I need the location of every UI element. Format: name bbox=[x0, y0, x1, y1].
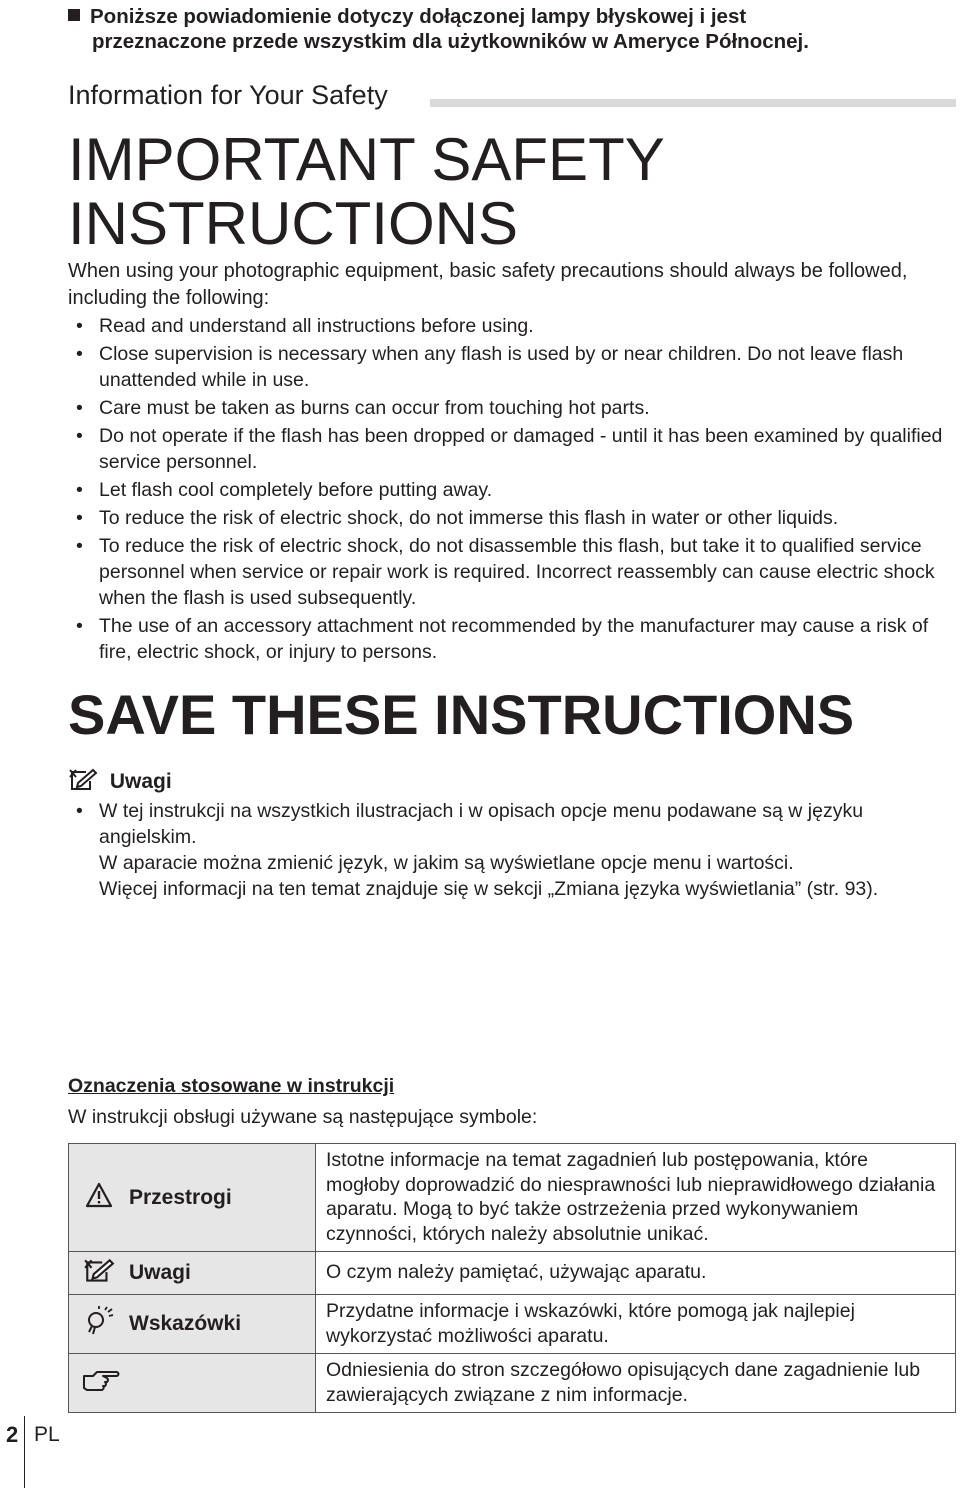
table-row bbox=[69, 1354, 956, 1413]
bullet: • bbox=[76, 615, 83, 637]
table-row bbox=[69, 1295, 956, 1354]
pointing-hand-icon bbox=[81, 1368, 117, 1399]
bullet: • bbox=[76, 479, 83, 501]
symbols-legend-intro: W instrukcji obsługi używane są następujące symbole: bbox=[68, 1106, 538, 1128]
bullet: • bbox=[76, 343, 83, 365]
list-item: • Close supervision is necessary when any flash is used by or near children. Do not leave flash unattended while in use. bbox=[76, 343, 904, 391]
symbol-label: Wskazówki bbox=[129, 1312, 242, 1335]
square-bullet-icon bbox=[68, 9, 80, 21]
safety-intro: When using your photographic equipment, basic safety precautions should always be followed, including the following: bbox=[68, 260, 908, 309]
list-item: • W tej instrukcji na wszystkich ilustracjach i w opisach opcje menu podawane są w języku angielskim. W aparacie można zmienić język, w jakim są wyświetlane opcje menu i wartości. Więcej informacji na ten temat znajduje się w sekcji „Zmiana języka wyświetlania” (str. 93). bbox=[76, 800, 879, 900]
symbols-legend-title: Oznaczenia stosowane w instrukcji bbox=[68, 1075, 395, 1097]
notice-line-1: Poniższe powiadomienie dotyczy dołączonej lampy błyskowej i jest bbox=[90, 5, 747, 28]
note-pencil-icon bbox=[68, 770, 110, 793]
symbol-label: Uwagi bbox=[129, 1261, 191, 1284]
uwagi-list bbox=[68, 798, 958, 904]
bullet: • bbox=[76, 800, 83, 822]
symbol-description: Przydatne informacje i wskazówki, które pomogą jak najlepiej wykorzystać możliwości aparatu. bbox=[316, 1295, 956, 1354]
symbol-label: Przestrogi bbox=[129, 1185, 232, 1209]
main-title bbox=[68, 128, 665, 256]
notice-line-2: przeznaczone przede wszystkim dla użytkowników w Ameryce Północnej. bbox=[92, 30, 809, 53]
section-title: Information for Your Safety bbox=[68, 80, 388, 110]
main-title-line-2: INSTRUCTIONS bbox=[68, 190, 518, 257]
list-item: • To reduce the risk of electric shock, do not disassemble this flash, but take it to qualified service personnel when service or repair work is required. Incorrect reassembly can cause electric shock when the flash is used subsequently. bbox=[76, 535, 935, 609]
page-divider bbox=[24, 1416, 25, 1488]
bullet: • bbox=[76, 397, 83, 419]
note-pencil-icon bbox=[81, 1258, 117, 1289]
list-item: • Read and understand all instructions before using. bbox=[76, 315, 534, 337]
main-title-line-1: IMPORTANT SAFETY bbox=[68, 126, 665, 193]
list-item: • Care must be taken as burns can occur from touching hot parts. bbox=[76, 397, 650, 419]
bullet: • bbox=[76, 425, 83, 447]
lightbulb-icon bbox=[81, 1306, 117, 1343]
symbol-description: Odniesienia do stron szczegółowo opisujących dane zagadnienie lub zawierających związane z nim informacje. bbox=[316, 1354, 956, 1413]
bullet: • bbox=[76, 315, 83, 337]
north-america-notice bbox=[68, 4, 948, 54]
bullet: • bbox=[76, 507, 83, 529]
symbol-description: Istotne informacje na temat zagadnień lub postępowania, które mogłoby doprowadzić do niesprawności lub nieprawidłowego działania aparatu. Mogą to być także ostrzeżenia przed wykonywaniem czynności, których należy absolutnie unikać. bbox=[316, 1144, 956, 1252]
list-item: • Let flash cool completely before putting away. bbox=[76, 479, 493, 501]
save-instructions-title: SAVE THESE INSTRUCTIONS bbox=[68, 683, 855, 746]
symbol-description: O czym należy pamiętać, używając aparatu. bbox=[316, 1252, 956, 1295]
safety-instructions-list bbox=[68, 313, 948, 667]
page-language: PL bbox=[34, 1423, 60, 1446]
list-item: • The use of an accessory attachment not recommended by the manufacturer may cause a risk of fire, electric shock, or injury to persons. bbox=[76, 615, 929, 663]
table-row bbox=[69, 1144, 956, 1252]
uwagi-heading: Uwagi bbox=[68, 768, 172, 796]
list-item: • Do not operate if the flash has been dropped or damaged - until it has been examined by qualified service personnel. bbox=[76, 425, 943, 473]
page-number: 2 bbox=[6, 1422, 19, 1447]
warning-triangle-icon bbox=[81, 1182, 117, 1213]
section-divider bbox=[430, 99, 956, 107]
symbols-table bbox=[68, 1143, 956, 1413]
list-item: • To reduce the risk of electric shock, do not immerse this flash in water or other liquids. bbox=[76, 507, 839, 529]
bullet: • bbox=[76, 535, 83, 557]
table-row bbox=[69, 1252, 956, 1295]
